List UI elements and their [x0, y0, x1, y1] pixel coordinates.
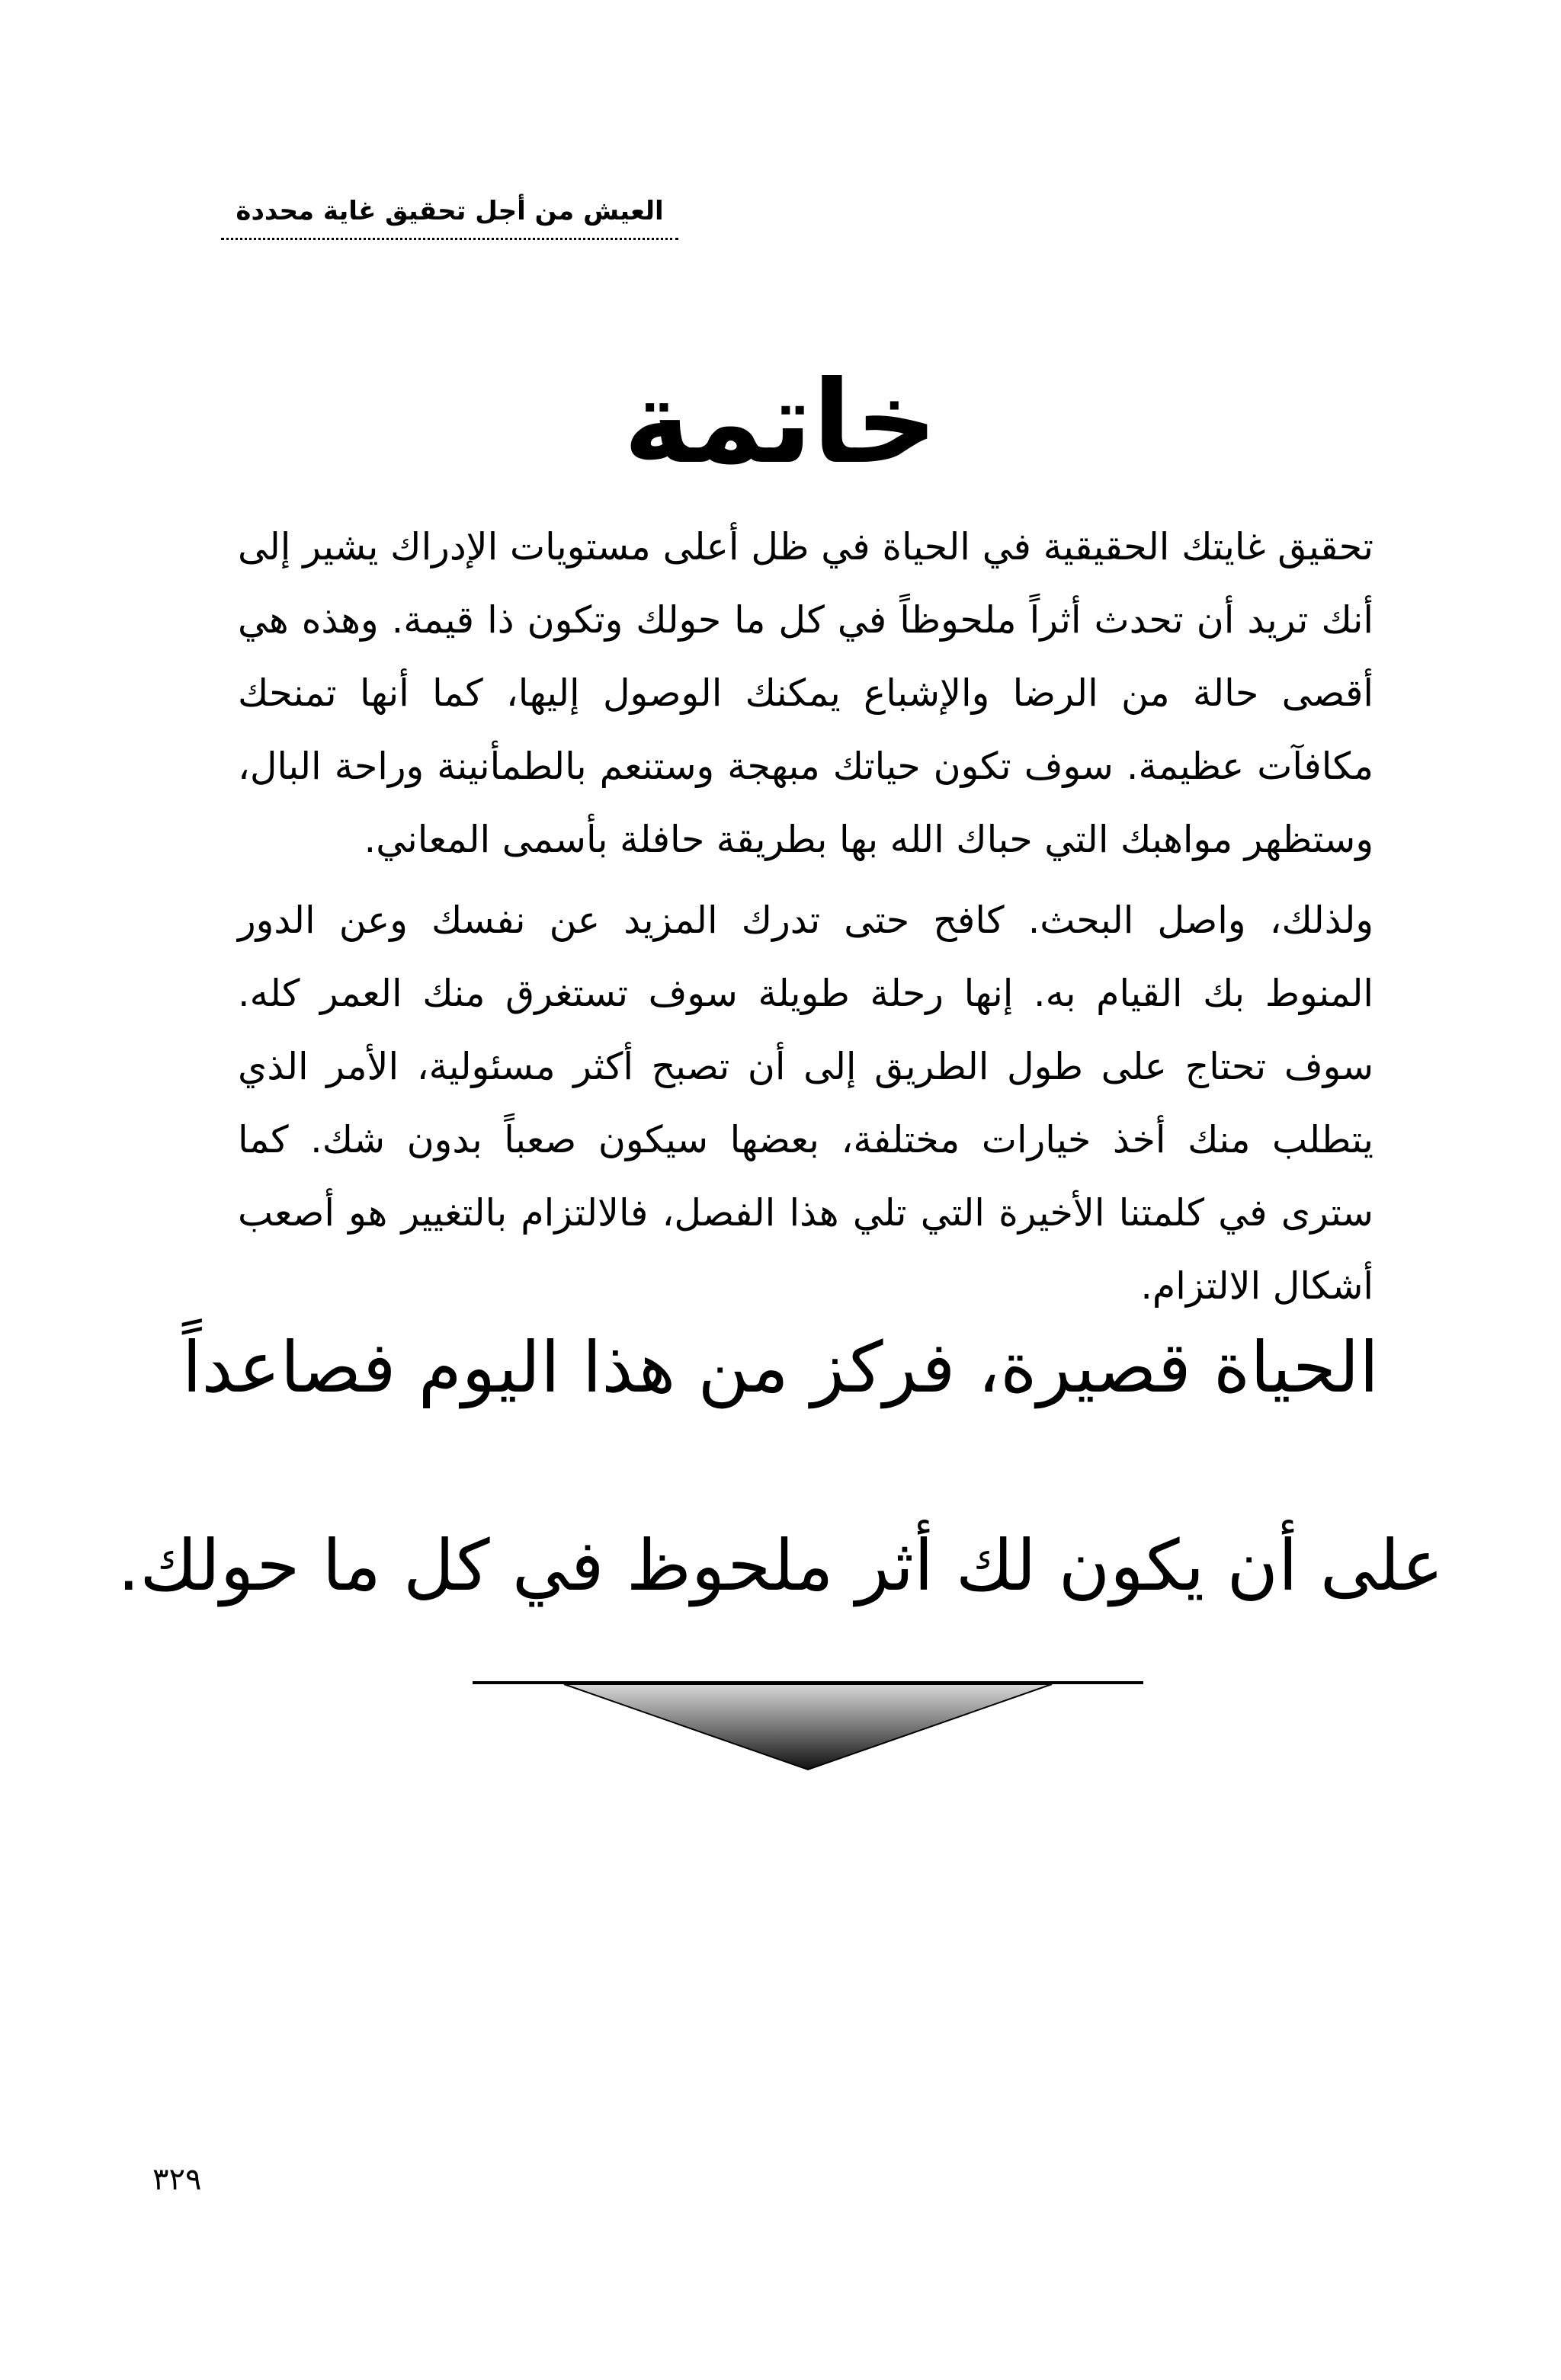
page-number: ٣٢٩ — [152, 2162, 202, 2197]
header-divider — [221, 238, 678, 240]
ornament-arrow-icon — [473, 1677, 1143, 1776]
quote-line-2: على أن يكون لك أثر ملحوظ في كل ما حولك. — [117, 1525, 1444, 1606]
paragraph-2: ولذلك، واصل البحث. كافح حتى تدرك المزيد عن نفسك وعن الدور المنوط بك القيام به. إنها رحلة طويلة سوف تستغرق منك العمر كله. سوف تحتاج على طول الطريق إلى أن تصبح أكثر مسئولية، الأمر الذي يتطلب منك أخذ خيارات مختلفة، بعضها سيكون صعباً بدون شك. كما سترى في كلمتنا الأخيرة التي تلي هذا الفصل، فالالتزام بالتغيير هو أصعب أشكال الالتزام. — [238, 899, 1373, 1308]
quote-line-1: الحياة قصيرة، فركز من هذا اليوم فصاعداً — [182, 1327, 1379, 1408]
chapter-title: خاتمة — [623, 357, 938, 489]
running-header: العيش من أجل تحقيق غاية محددة — [236, 196, 664, 226]
paragraph-1: تحقيق غايتك الحقيقية في الحياة في ظل أعلى مستويات الإدراك يشير إلى أنك تريد أن تحدث أثراً ملحوظاً في كل ما حولك وتكون ذا قيمة. وهذه هي أقصى حالة من الرضا والإشباع يمكنك الوصول إليها، كما أنها تمنحك مكافآت عظيمة. سوف تكون حياتك مبهجة وستنعم بالطمأنينة وراحة البال، وستظهر مواهبك التي حباك الله بها بطريقة حافلة بأسمى المعاني. — [238, 525, 1373, 861]
